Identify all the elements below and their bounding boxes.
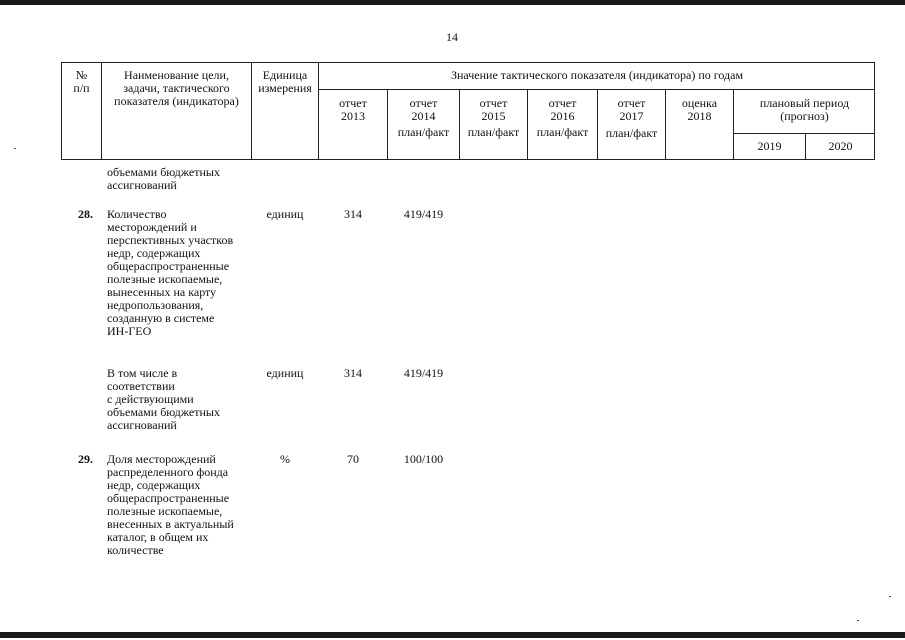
scan-speck xyxy=(857,620,859,621)
scan-speck xyxy=(889,596,891,597)
row-name: объемами бюджетных ассигнований xyxy=(107,165,220,192)
year-2014-header: отчет 2014 xyxy=(409,96,438,123)
col-number-header: № п/п xyxy=(73,68,90,95)
year-2013-header: отчет 2013 xyxy=(339,96,367,123)
row-unit: единиц xyxy=(266,207,304,221)
row-number: 28. xyxy=(78,207,93,221)
col-name-header: Наименование цели, задачи, тактического показателя (индикатора) xyxy=(114,68,239,108)
scan-speck xyxy=(14,148,16,149)
row-unit: % xyxy=(280,452,290,466)
row-name: Количество месторождений и перспективных участков недр, содержащих общераспространенные полезные ископаемые, вынесенных на карту недропользования, созданную в системе ИН-ГЕО xyxy=(107,207,234,338)
year-2017-subheader: план/факт xyxy=(605,126,658,140)
col-unit-header: Единица измерения xyxy=(258,68,312,95)
row-value-2013: 314 xyxy=(344,207,362,221)
row-value-2013: 314 xyxy=(344,366,362,380)
year-2019-header: 2019 xyxy=(757,139,782,153)
row-unit: единиц xyxy=(266,366,304,380)
row-name: В том числе в соответствии с действующими объемами бюджетных ассигнований xyxy=(107,366,220,432)
row-value-2014: 419/419 xyxy=(403,207,444,221)
row-value-2014: 419/419 xyxy=(403,366,444,380)
row-number: 29. xyxy=(78,452,93,466)
row-value-2014: 100/100 xyxy=(403,452,444,466)
year-2014-subheader: план/факт xyxy=(397,125,450,139)
page-number: 14 xyxy=(446,30,458,44)
row-name: Доля месторождений распределенного фонда недр, содержащих общераспространенные полезные ископаемые, внесенных в актуальный каталог, в общем их количестве xyxy=(107,452,234,557)
year-2020-header: 2020 xyxy=(828,139,853,153)
year-2016-subheader: план/факт xyxy=(536,125,589,139)
col-values-header: Значение тактического показателя (индикатора) по годам xyxy=(450,68,744,82)
row-value-2013: 70 xyxy=(347,452,359,466)
year-2017-header: отчет 2017 xyxy=(617,96,646,123)
top-border xyxy=(0,0,905,5)
year-2016-header: отчет 2016 xyxy=(548,96,577,123)
planned-period-header: плановый период (прогноз) xyxy=(759,96,850,123)
year-2015-subheader: план/факт xyxy=(467,125,520,139)
bottom-border xyxy=(0,632,905,638)
year-2018-header: оценка 2018 xyxy=(681,96,718,123)
year-2015-header: отчет 2015 xyxy=(479,96,508,123)
